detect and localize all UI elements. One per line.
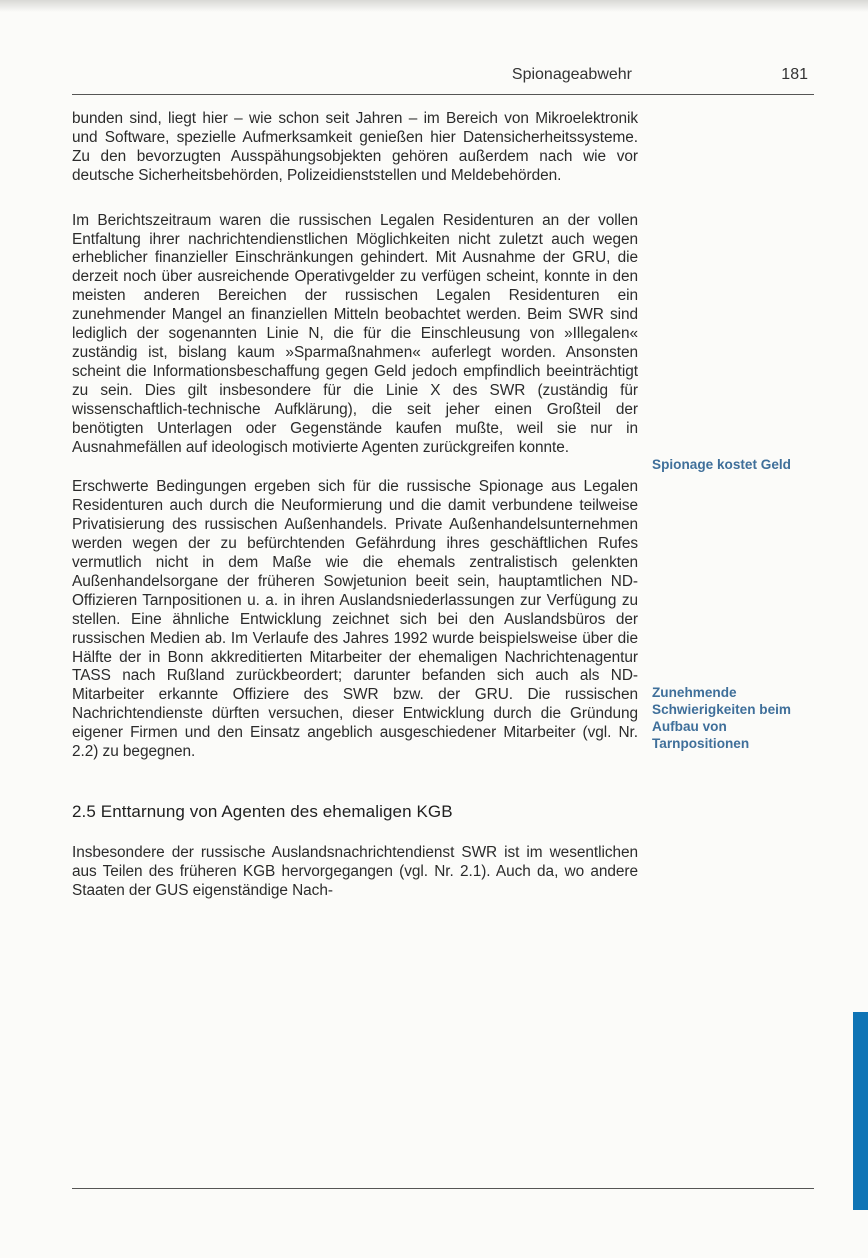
paragraph-3: Erschwerte Bedingungen ergeben sich für die russische Spionage aus Legalen Residenturen auch durch die Neuformierung und die damit verbundene teilweise Privatisierung des russischen Außenhandels. Private Außenhandelsunternehmen werden wegen der zu befürchtenden Gefährdung ihres geschäftlichen Rufes vermutlich nicht in dem Maße wie die ehemals zentralistisch gelenkten Außenhandelsorgane der früheren Sowjetunion beeit sein, hauptamtlichen ND-Offizieren Tarnpositionen u. a. in ihren Auslandsniederlassungen zur Verfügung zu stellen. Eine ähnliche Entwicklung zeichnet sich bei den Auslandsbüros der russischen Medien ab. Im Verlaufe des Jahres 1992 wurde beispielsweise über die Hälfte der in Bonn akkreditierten Mitarbeiter der ehemaligen Nachrichtenagentur TASS nach Rußland zurückbeordert; darunter befanden sich auch als ND-Mitarbeiter erkannte Offiziere des SWR bzw. der GRU. Die russischen Nachrichtendienste dürften versuchen, dieser Entwicklung durch die Gründung eigener Firmen und den Einsatz angeblich ausgeschiedener Mitarbeiter (vgl. Nr. 2.2) zu begegnen. xyxy=(72,478,638,761)
paragraph-1: bunden sind, liegt hier – wie schon seit Jahren – im Bereich von Mikroelektronik und Software, spezielle Aufmerksamkeit genießen hier Datensicherheitssysteme. Zu den bevorzugten Ausspähungsobjekten gehören außerdem nach wie vor deutsche Sicherheitsbehörden, Polizeidienststellen und Meldebehörden. xyxy=(72,110,638,184)
margin-note-tarnpositionen: Zunehmende Schwierigkeiten beim Aufbau von Tarnpositionen xyxy=(652,685,792,751)
header-rule xyxy=(72,94,814,95)
paragraph-2: Im Berichtszeitraum waren die russischen Legalen Residenturen an der vollen Entfaltung ihrer nachrichtendienstlichen Möglichkeiten nicht zuletzt auch wegen erheblicher finanzieller Einschränkungen gehindert. Mit Ausnahme der GRU, die derzeit noch über ausreichende Operativgelder zu verfügen scheint, konnte in den meisten anderen Bereichen der russischen Legalen Residenturen ein zunehmender Mangel an finanziellen Mitteln beobachtet werden. Beim SWR sind lediglich der sogenannten Linie N, die für die Einschleusung von »Illegalen« zuständig ist, bislang kaum »Sparmaßnahmen« auferlegt worden. Ansonsten scheint die Informationsbeschaffung gegen Geld jedoch empfindlich beeinträchtigt zu sein. Dies gilt insbesondere für die Linie X des SWR (zuständig für wissenschaftlich-technische Aufklärung), die seit jeher einen Großteil der benötigten Unterlagen oder Gegenstände kaufen mußte, weil sie nur in Ausnahmefällen auf ideologisch motivierte Agenten zurückgreifen konnte. xyxy=(72,211,638,456)
page-number: 181 xyxy=(781,66,808,83)
running-title: Spionageabwehr xyxy=(511,66,632,83)
body-text xyxy=(72,110,638,901)
chapter-thumb-tab xyxy=(853,1012,868,1210)
margin-note-spionage-kostet-geld: Spionage kostet Geld xyxy=(652,457,791,472)
footer-rule xyxy=(72,1188,814,1189)
running-header xyxy=(72,66,812,92)
scan-edge xyxy=(0,0,868,12)
paragraph-4: Insbesondere der russische Auslandsnachrichtendienst SWR ist im wesentlichen aus Teilen des früheren KGB hervorgegangen (vgl. Nr. 2.1). Auch da, wo andere Staaten der GUS eigenständige Nach- xyxy=(72,844,638,899)
section-heading: 2.5 Enttarnung von Agenten des ehemaligen KGB xyxy=(72,802,453,821)
